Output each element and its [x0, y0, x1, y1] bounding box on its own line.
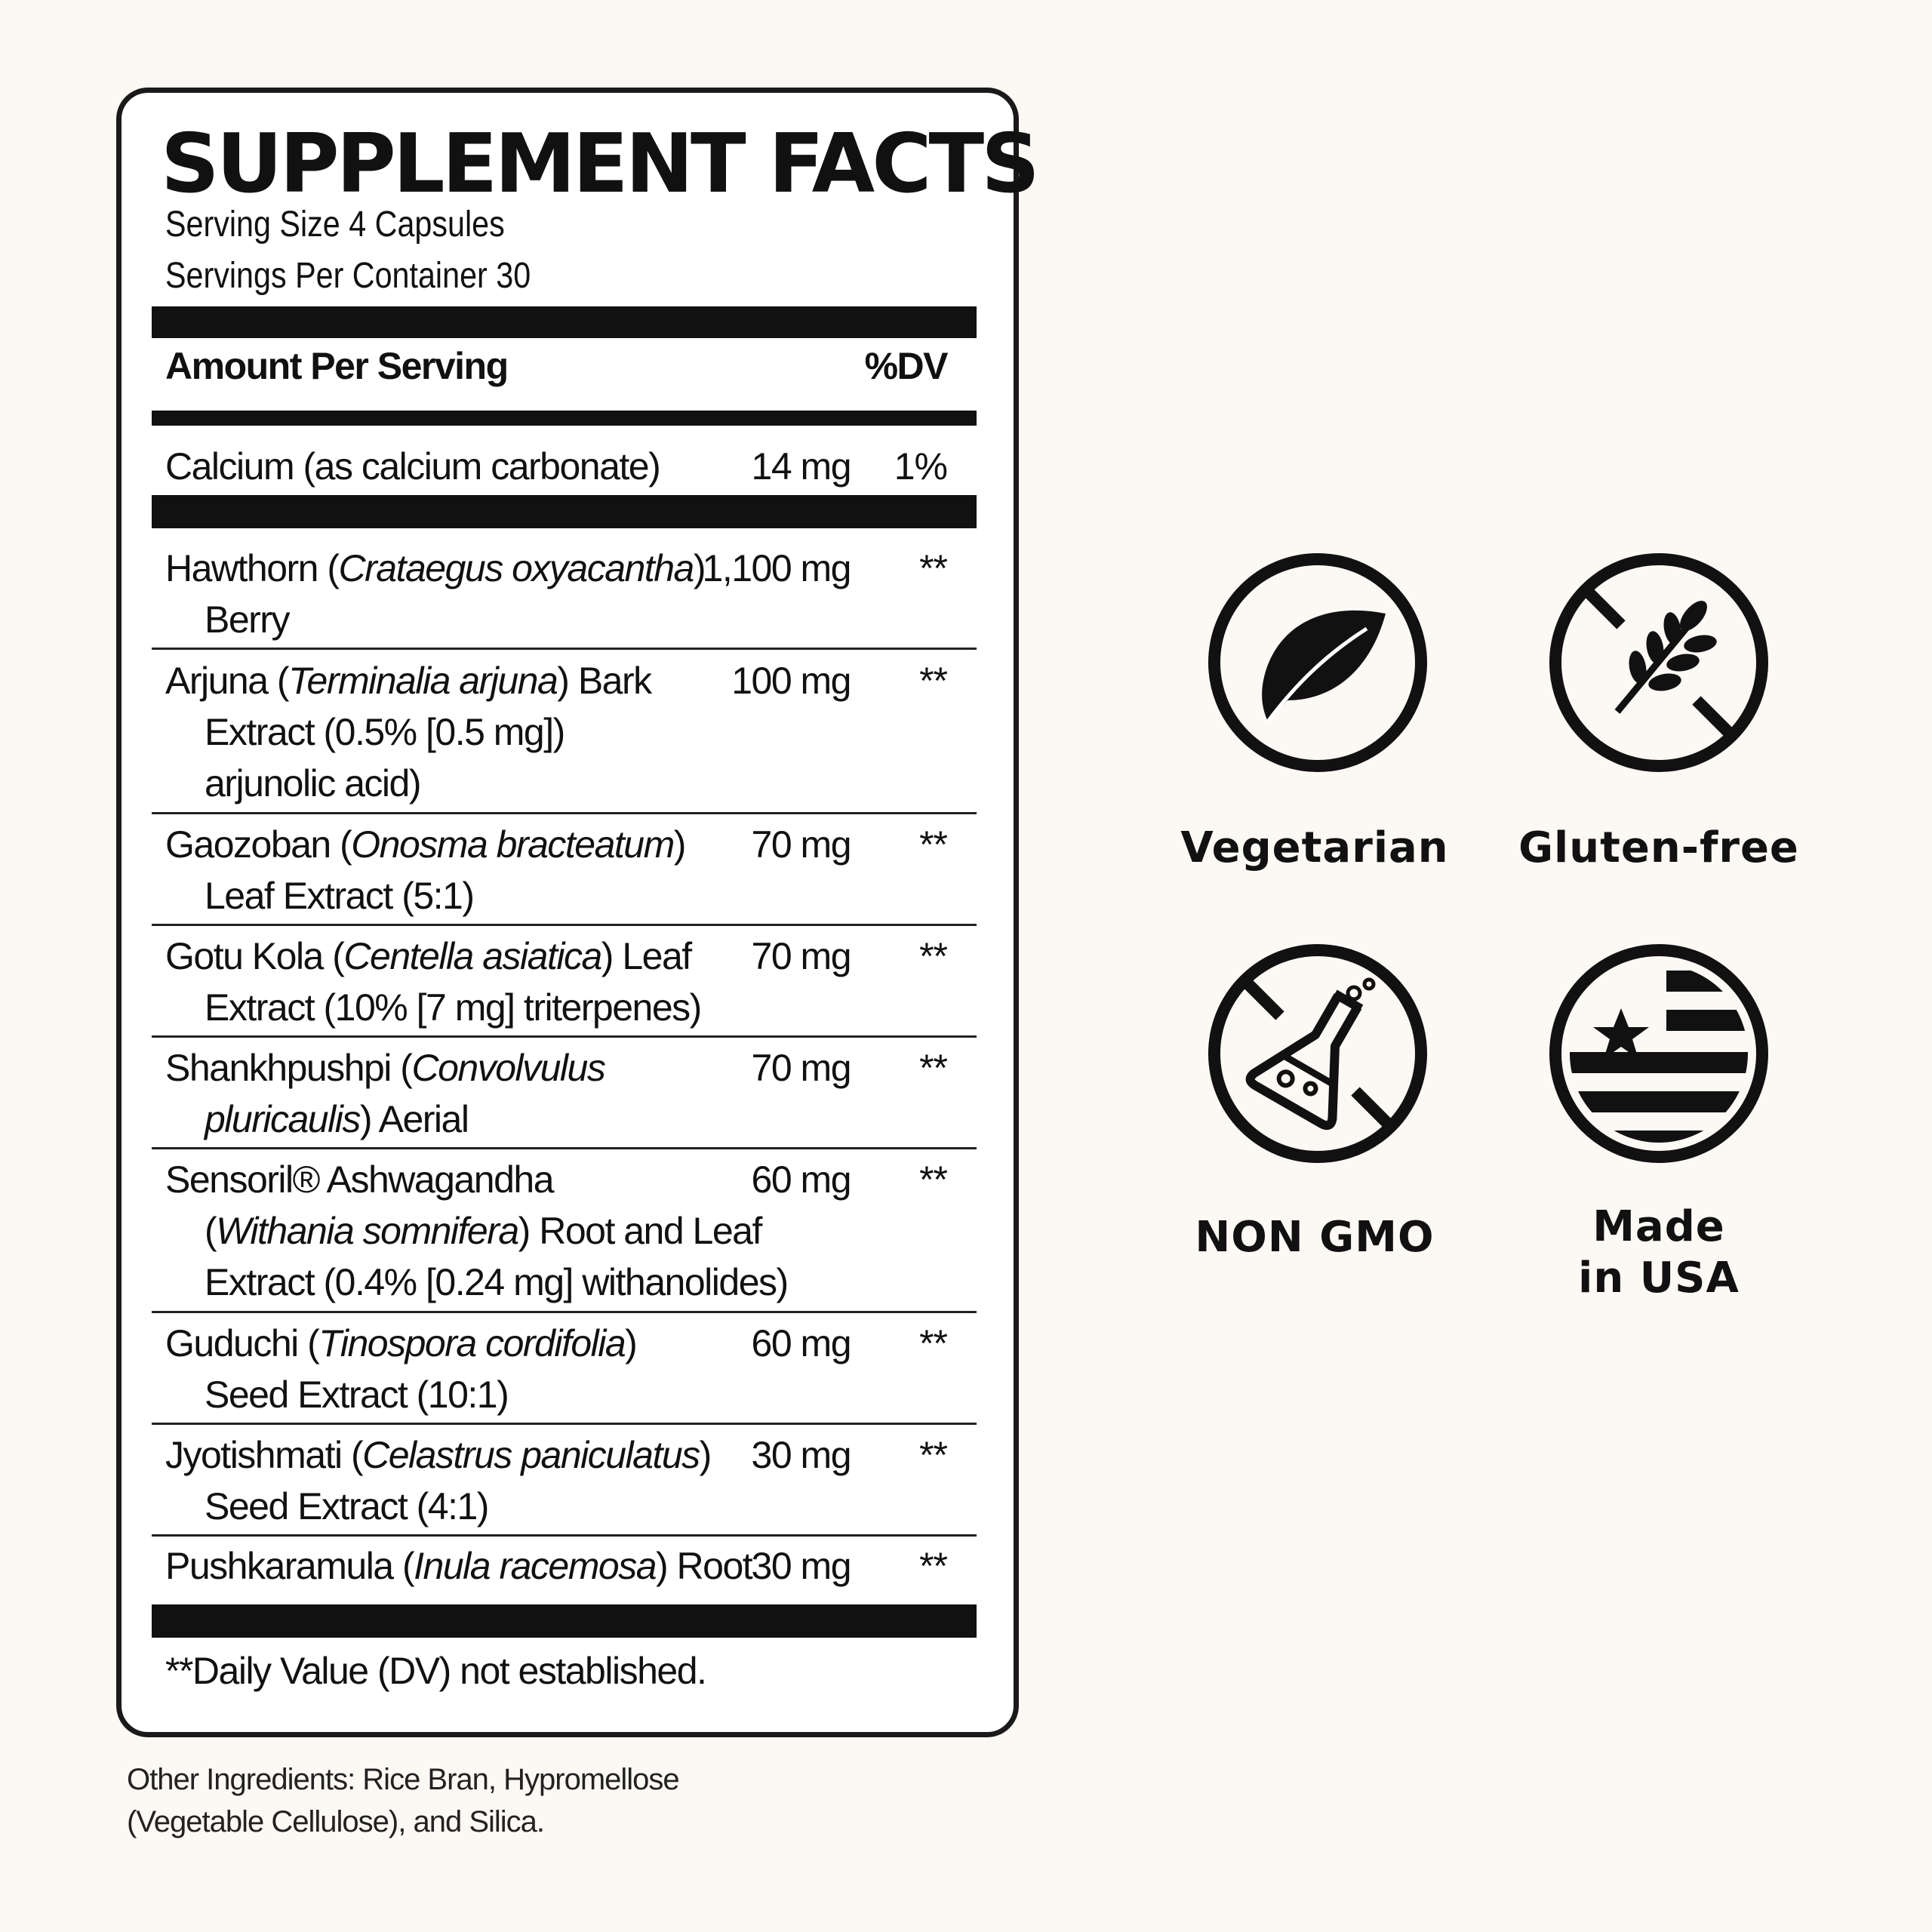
- gluten-free-wheat-icon: [1546, 549, 1772, 776]
- divider-thick: [152, 495, 977, 528]
- ingredient-name: Hawthorn (Crataegus oxyacantha) Berry: [165, 547, 706, 641]
- divider-thick: [152, 306, 977, 338]
- ingredient-dv: **: [919, 1434, 947, 1476]
- amount-per-serving-header: Amount Per Serving: [165, 345, 508, 387]
- ingredient-name: Sensoril® Ashwagandha (Withania somnifera) Root and Leaf Extract (0.4% [0.24 mg] withanolides): [165, 1158, 788, 1303]
- usa-flag-icon: [1546, 940, 1772, 1167]
- ingredient-amount: 30 mg: [751, 1434, 851, 1476]
- ingredient-name: Pushkaramula (Inula racemosa) Root: [165, 1545, 752, 1587]
- divider-medium: [152, 411, 977, 426]
- row-divider: [152, 1147, 977, 1149]
- ingredient-name: Jyotishmati (Celastrus paniculatus) Seed Extract (4:1): [165, 1434, 711, 1527]
- facts-title: SUPPLEMENT FACTS: [161, 117, 1037, 211]
- ingredient-dv: **: [919, 935, 947, 977]
- ingredient-name: Guduchi (Tinospora cordifolia) Seed Extract (10:1): [165, 1322, 637, 1416]
- row-divider: [152, 1035, 977, 1038]
- ingredient-dv: **: [919, 1047, 947, 1089]
- servings-per-container: Servings Per Container 30: [165, 256, 531, 296]
- vegetarian-leaf-icon: [1204, 549, 1431, 776]
- divider-thick: [152, 1604, 977, 1638]
- calcium-name: Calcium (as calcium carbonate): [165, 445, 660, 488]
- row-divider: [152, 924, 977, 926]
- dv-footnote: **Daily Value (DV) not established.: [165, 1650, 706, 1692]
- ingredient-amount: 1,100 mg: [702, 547, 851, 589]
- ingredient-name: Arjuna (Terminalia arjuna) Bark Extract (0.5% [0.5 mg]) arjunolic acid): [165, 660, 651, 804]
- row-divider: [152, 1423, 977, 1425]
- row-divider: [152, 812, 977, 814]
- ingredient-amount: 70 mg: [751, 823, 851, 866]
- ingredient-amount: 100 mg: [731, 660, 851, 702]
- ingredient-amount: 30 mg: [751, 1545, 851, 1587]
- ingredient-amount: 70 mg: [751, 935, 851, 977]
- ingredient-amount: 60 mg: [751, 1322, 851, 1364]
- ingredient-amount: 60 mg: [751, 1158, 851, 1201]
- ingredient-dv: **: [919, 1545, 947, 1587]
- serving-size: Serving Size 4 Capsules: [165, 205, 505, 245]
- calcium-amount: 14 mg: [751, 445, 851, 488]
- row-divider: [152, 648, 977, 650]
- ingredient-dv: **: [919, 660, 947, 702]
- row-divider: [152, 1534, 977, 1537]
- ingredient-dv: **: [919, 547, 947, 589]
- ingredient-dv: **: [919, 1158, 947, 1201]
- made-in-usa-label: Made in USA: [1578, 1202, 1740, 1303]
- row-divider: [152, 1311, 977, 1313]
- non-gmo-flask-icon: [1204, 940, 1431, 1167]
- ingredient-dv: **: [919, 1322, 947, 1364]
- gluten-free-label: Gluten-free: [1518, 823, 1799, 872]
- supplement-facts-panel: [116, 88, 1037, 1737]
- ingredient-name: Gotu Kola (Centella asiatica) Leaf Extract (10% [7 mg] triterpenes): [165, 935, 701, 1029]
- vegetarian-label: Vegetarian: [1180, 823, 1449, 872]
- ingredient-name: Shankhpushpi (Convolvulus pluricaulis) Aerial: [165, 1047, 605, 1140]
- non-gmo-label: NON GMO: [1195, 1213, 1435, 1262]
- calcium-dv: 1%: [894, 445, 947, 488]
- other-ingredients: Other Ingredients: Rice Bran, Hypromellose (Vegetable Cellulose), and Silica.: [127, 1763, 679, 1838]
- ingredient-dv: **: [919, 823, 947, 866]
- dv-header: %DV: [864, 345, 947, 387]
- ingredient-amount: 70 mg: [751, 1047, 851, 1089]
- ingredient-name: Gaozoban (Onosma bracteatum) Leaf Extract (5:1): [165, 823, 685, 917]
